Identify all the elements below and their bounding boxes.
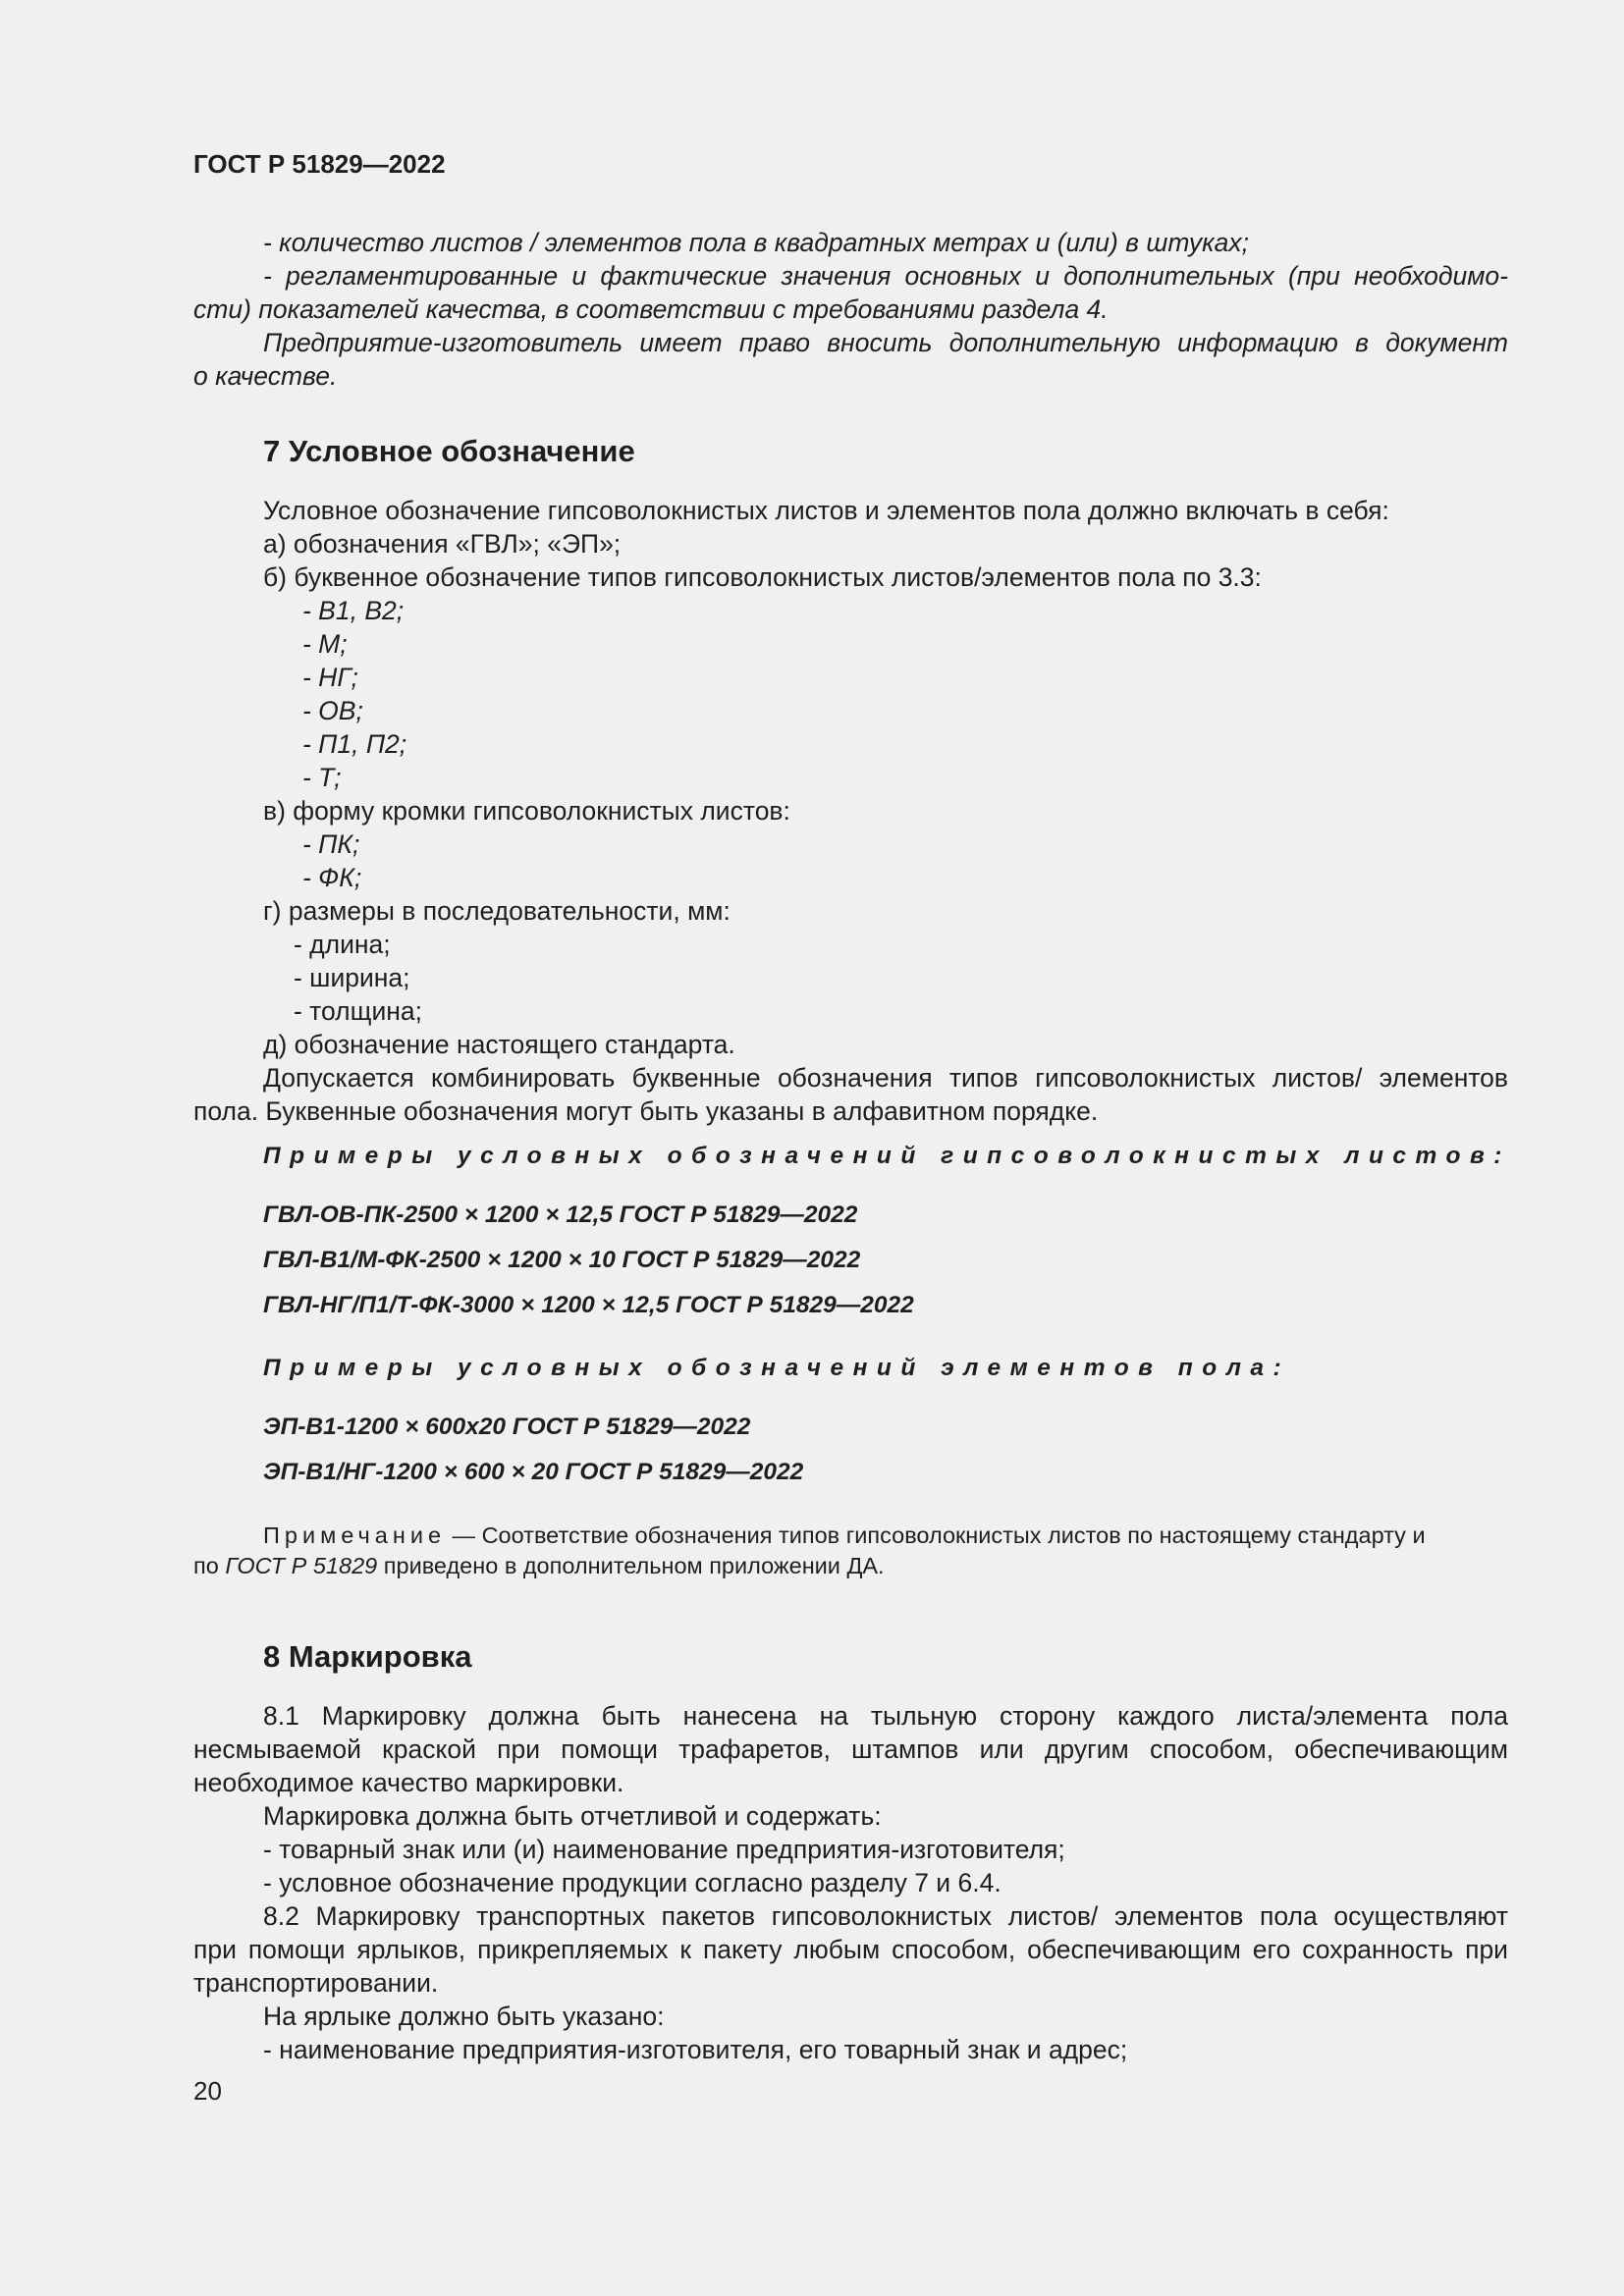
note-line: [263, 1521, 1426, 1550]
intro-line: о качестве.: [193, 361, 338, 391]
section-8-heading: 8 Маркировка: [263, 1639, 472, 1674]
example-designation: ГВЛ-ОВ-ПК-2500 × 1200 × 12,5 ГОСТ Р 51829—2022: [263, 1201, 858, 1228]
sub-list-item: - ПК;: [302, 829, 360, 859]
document-header-code: ГОСТ Р 51829—2022: [193, 149, 446, 179]
intro-line: сти) показателей качества, в соответствии с требованиями раздела 4.: [193, 294, 1109, 324]
section-8-paragraph: 8.1 Маркировку должна быть нанесена на тыльную сторону каждого листа/элемента пола: [263, 1701, 1508, 1731]
example-designation: ГВЛ-В1/М-ФК-2500 × 1200 × 10 ГОСТ Р 51829—2022: [263, 1247, 861, 1273]
list-item-a: а) обозначения «ГВЛ»; «ЭП»;: [263, 529, 622, 559]
section-8-paragraph: несмываемой краской при помощи трафаретов, штампов или другим способом, обеспечивающим: [193, 1735, 1508, 1764]
section-8-paragraph: необходимое качество маркировки.: [193, 1768, 624, 1797]
note-text: приведено в дополнительном приложении ДА.: [377, 1553, 885, 1578]
list-item: - товарный знак или (и) наименование предприятия-изготовителя;: [263, 1835, 1065, 1864]
note-label: Примечание: [263, 1522, 447, 1548]
sub-list-item: - толщина;: [294, 996, 422, 1026]
example-designation: ЭП-В1/НГ-1200 × 600 × 20 ГОСТ Р 51829—2022: [263, 1459, 804, 1485]
examples-floor-title: Примеры условных обозначений элементов пола:: [263, 1355, 1291, 1381]
examples-sheets-title: Примеры условных обозначений гипсоволокнистых листов:: [263, 1143, 1511, 1169]
note-text: по: [193, 1553, 226, 1578]
note-text: — Соответствие обозначения типов гипсоволокнистых листов по настоящему стандарту и: [446, 1522, 1426, 1548]
section-8-paragraph: транспортировании.: [193, 1968, 439, 1998]
section-8-paragraph: Маркировка должна быть отчетливой и содержать:: [263, 1801, 882, 1831]
sub-list-item: - Т;: [302, 763, 342, 792]
example-designation: ЭП-В1-1200 × 600х20 ГОСТ Р 51829—2022: [263, 1414, 751, 1440]
sub-list-item: - В1, В2;: [302, 596, 405, 625]
sub-list-item: - длина;: [294, 930, 391, 959]
intro-line: Предприятие-изготовитель имеет право вносить дополнительную информацию в документ: [263, 328, 1508, 357]
page-number: 20: [193, 2076, 222, 2106]
note-reference: ГОСТ Р 51829: [225, 1553, 378, 1578]
list-item-d: д) обозначение настоящего стандарта.: [263, 1030, 735, 1059]
section-7-paragraph: пола. Буквенные обозначения могут быть указаны в алфавитном порядке.: [193, 1096, 1099, 1126]
list-item-g: г) размеры в последовательности, мм:: [263, 896, 731, 926]
sub-list-item: - ширина;: [294, 963, 410, 992]
list-item-b: б) буквенное обозначение типов гипсоволокнистых листов/элементов пола по 3.3:: [263, 562, 1262, 592]
section-8-paragraph: при помощи ярлыков, прикрепляемых к пакету любым способом, обеспечивающим его сохранность при: [193, 1935, 1508, 1964]
intro-line: - регламентированные и фактические значения основных и дополнительных (при необходимо-: [263, 261, 1508, 291]
list-item: - условное обозначение продукции согласно разделу 7 и 6.4.: [263, 1868, 1001, 1897]
sub-list-item: - М;: [302, 629, 348, 659]
sub-list-item: - П1, П2;: [302, 729, 407, 759]
example-designation: ГВЛ-НГ/П1/Т-ФК-3000 × 1200 × 12,5 ГОСТ Р 51829—2022: [263, 1292, 914, 1318]
sub-list-item: - ОВ;: [302, 696, 363, 725]
section-7-heading: 7 Условное обозначение: [263, 434, 635, 468]
sub-list-item: - НГ;: [302, 663, 358, 692]
intro-line: - количество листов / элементов пола в квадратных метрах и (или) в штуках;: [263, 228, 1249, 257]
list-item-v: в) форму кромки гипсоволокнистых листов:: [263, 796, 790, 826]
section-8-paragraph: На ярлыке должно быть указано:: [263, 2002, 665, 2031]
section-7-paragraph: Условное обозначение гипсоволокнистых листов и элементов пола должно включать в себя:: [263, 496, 1389, 525]
sub-list-item: - ФК;: [302, 863, 362, 892]
section-8-paragraph: 8.2 Маркировку транспортных пакетов гипсоволокнистых листов/ элементов пола осуществляют: [263, 1901, 1508, 1931]
note-line: [193, 1551, 885, 1580]
list-item: - наименование предприятия-изготовителя, его товарный знак и адрес;: [263, 2035, 1128, 2064]
section-7-paragraph: Допускается комбинировать буквенные обозначения типов гипсоволокнистых листов/ элементов: [263, 1063, 1508, 1093]
